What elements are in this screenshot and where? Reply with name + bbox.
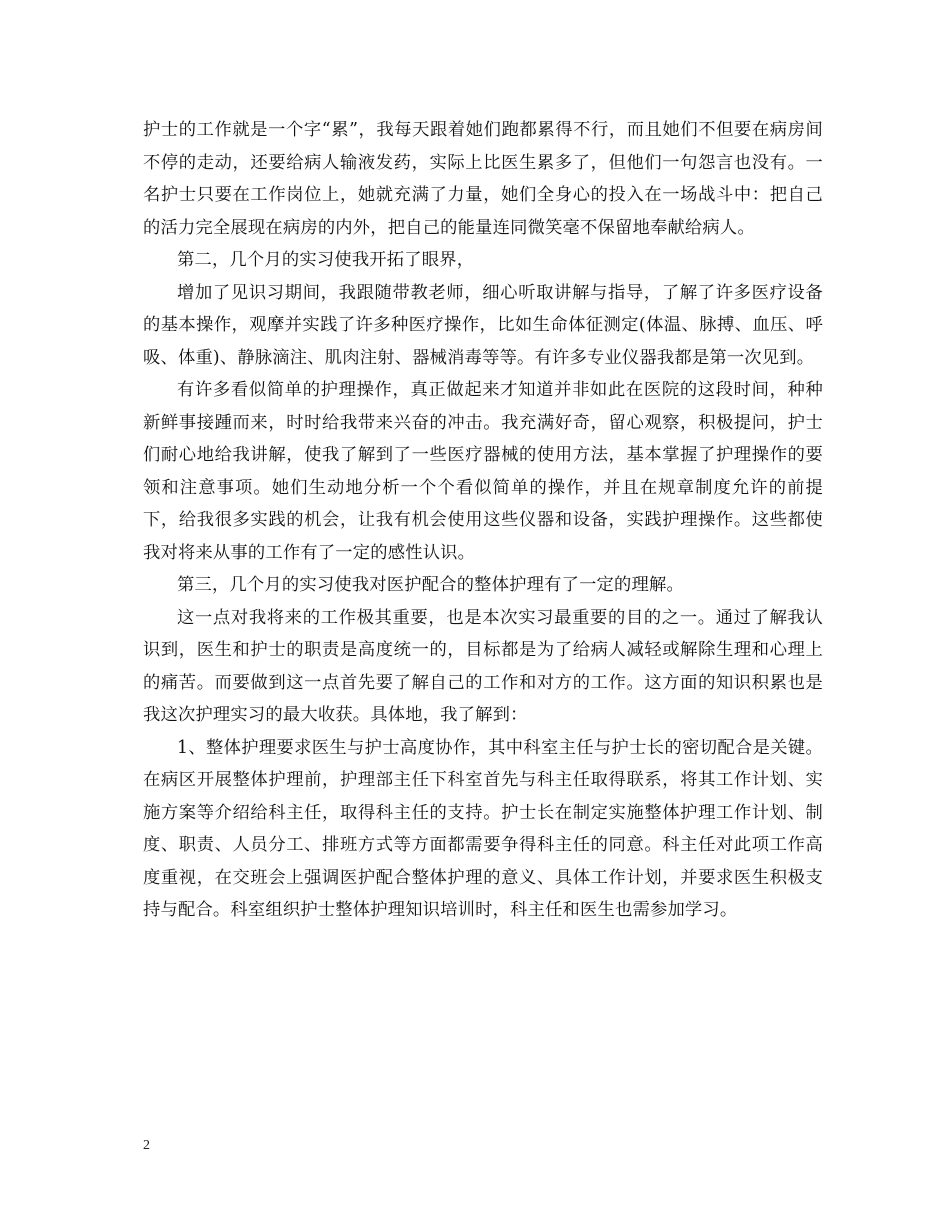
paragraph-4: 有许多看似简单的护理操作，真正做起来才知道并非如此在医院的这段时间，种种新鲜事接踵而来，时时给我带来兴奋的冲击。我充满好奇，留心观察，积极提问，护士们耐心地给我讲解，使我了解到了一些医疗器械的使用方法，基本掌握了护理操作的要领和注意事项。她们生动地分析一个个看似简单的操作，并且在规章制度允许的前提下，给我很多实践的机会，让我有机会使用这些仪器和设备，实践护理操作。这些都使我对将来从事的工作有了一定的感性认识。 xyxy=(143,380,823,563)
paragraph-3: 增加了见识习期间，我跟随带教老师，细心听取讲解与指导，了解了许多医疗设备的基本操作，观摩并实践了许多种医疗操作，比如生命体征测定(体温、脉搏、血压、呼吸、体重)、静脉滴注、肌肉注射、器械消毒等等。有许多专业仪器我都是第一次见到。 xyxy=(143,282,823,368)
document-body xyxy=(143,114,823,927)
paragraph-2: 第二，几个月的实习使我开拓了眼界， xyxy=(177,250,475,270)
paragraph-6: 这一点对我将来的工作极其重要，也是本次实习最重要的目的之一。通过了解我认识到，医生和护士的职责是高度统一的，目标都是为了给病人减轻或解除生理和心理上的痛苦。而要做到这一点首先要了解自己的工作和对方的工作。这方面的知识积累也是我这次护理实习的最大收获。具体地，我了解到： xyxy=(143,607,823,725)
paragraph-7: 1、整体护理要求医生与护士高度协作，其中科室主任与护士长的密切配合是关键。在病区开展整体护理前，护理部主任下科室首先与科主任取得联系，将其工作计划、实施方案等介绍给科主任，取得科主任的支持。护士长在制定实施整体护理工作计划、制度、职责、人员分工、排班方式等方面都需要争得科主任的同意。科主任对此项工作高度重视，在交班会上强调医护配合整体护理的意义、具体工作计划，并要求医生积极支持与配合。科室组织护士整体护理知识培训时，科主任和医生也需参加学习。 xyxy=(143,737,823,920)
paragraph-1: 护士的工作就是一个字“累”，我每天跟着她们跑都累得不行，而且她们不但要在病房间不停的走动，还要给病人输液发药，实际上比医生累多了，但他们一句怨言也没有。一名护士只要在工作岗位上，她就充满了力量，她们全身心的投入在一场战斗中：把自己的活力完全展现在病房的内外，把自己的能量连同微笑毫不保留地奉献给病人。 xyxy=(143,120,823,238)
page-number: 2 xyxy=(143,1138,150,1153)
paragraph-5: 第三，几个月的实习使我对医护配合的整体护理有了一定的理解。 xyxy=(177,575,684,595)
